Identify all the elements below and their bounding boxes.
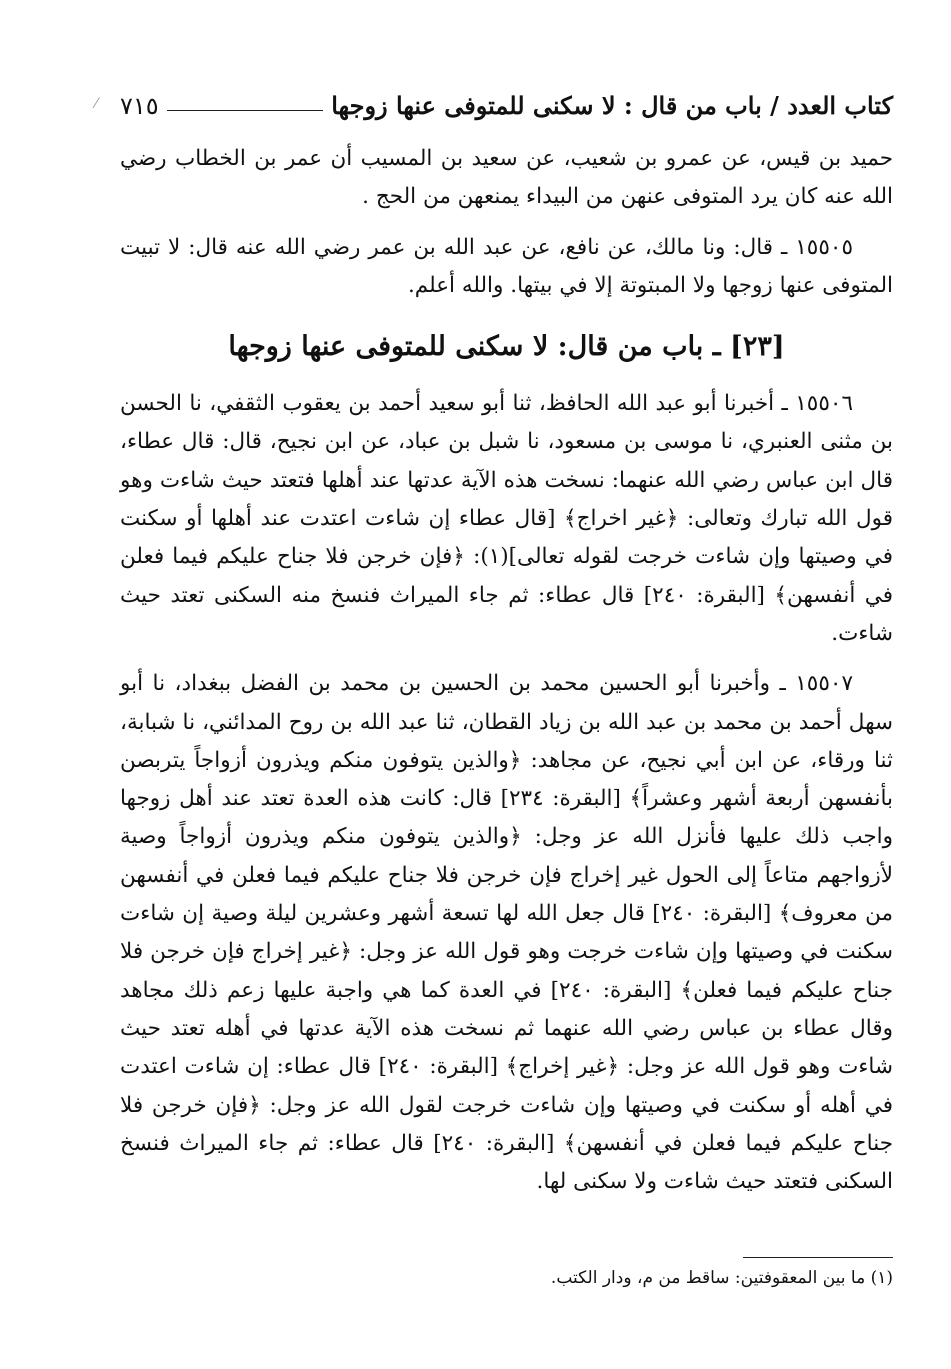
footnote-rule bbox=[743, 1257, 893, 1258]
header-rule bbox=[167, 110, 324, 111]
paragraph: ١٥٥٠٥ ـ قال: ونا مالك، عن نافع، عن عبد الله بن عمر رضي الله عنه قال: لا تبيت المتوفى عنها زوجها ولا المبتوتة إلا في بيتها. والله أعلم. bbox=[120, 234, 893, 298]
paragraph: حميد بن قيس، عن عمرو بن شعيب، عن سعيد بن المسيب أن عمر بن الخطاب رضي الله عنه كان يرد المتوفى عنهن من البيداء يمنعهن من الحج . bbox=[120, 146, 893, 210]
paragraph: ١٥٥٠٦ ـ أخبرنا أبو عبد الله الحافظ، ثنا أبو سعيد أحمد بن يعقوب الثقفي، نا الحسن بن مثنى العنبري، نا موسى بن مسعود، نا شبل بن عباد، عن ابن نجيح، قال: قال عطاء، قال ابن عباس رضي الله عنهما: نسخت هذه الآية عدتها عند أهلها فتعتد حيث شاءت وهو قول الله تبارك وتعالى: ﴿غير اخراج﴾ [قال عطاء إن شاءت اعتدت عند أهلها أو سكنت في وصيتها وإن شاءت خرجت لقوله تعالى](١): ﴿فإن خرجن فلا جناح عليكم فيما فعلن في أنفسهن﴾ [البقرة: ٢٤٠] قال عطاء: ثم جاء الميراث فنسخ منه السكنى تعتد حيث شاءت. bbox=[120, 391, 893, 646]
footnote: (١) ما بين المعقوفتين: ساقط من م، ودار الكتب. bbox=[550, 1268, 893, 1288]
page-number: ٧١٥ bbox=[120, 92, 159, 120]
header-title: كتاب العدد / باب من قال : لا سكنى للمتوفى عنها زوجها bbox=[331, 91, 893, 120]
running-header bbox=[120, 76, 893, 120]
main-text bbox=[120, 140, 893, 1201]
chapter-heading: [٢٣] ـ باب من قال: لا سكنى للمتوفى عنها زوجها bbox=[228, 331, 785, 363]
corner-mark: ⁄ bbox=[95, 96, 98, 112]
paragraph: ١٥٥٠٧ ـ وأخبرنا أبو الحسين محمد بن الحسين بن محمد بن الفضل ببغداد، نا أبو سهل أحمد بن محمد بن عبد الله بن زياد القطان، ثنا عبد الله بن روح المدائني، نا شبابة، ثنا ورقاء، عن ابن أبي نجيح، عن مجاهد: ﴿والذين يتوفون منكم ويذرون أزواجاً يتربصن بأنفسهن أربعة أشهر وعشراً﴾ [البقرة: ٢٣٤] قال: كانت هذه العدة تعتد عند أهل زوجها واجب ذلك عليها فأنزل الله عز وجل: ﴿والذين يتوفون منكم ويذرون أزواجاً وصية لأزواجهم متاعاً إلى الحول غير إخراج فإن خرجن فلا جناح عليكم فيما فعلن في أنفسهن من معروف﴾ [البقرة: ٢٤٠] قال جعل الله لها تسعة أشهر وعشرين ليلة وصية إن شاءت سكنت في وصيتها وإن شاءت خرجت وهو قول الله عز وجل: ﴿غير إخراج فإن خرجن فلا جناح عليكم فيما فعلن﴾ [البقرة: ٢٤٠] في العدة كما هي واجبة عليها زعم ذلك مجاهد وقال عطاء بن عباس رضي الله عنهما ثم نسخت هذه الآية عدتها في أهله تعتد حيث شاءت وهو قول الله عز وجل: ﴿غير إخراج﴾ [البقرة: ٢٤٠] قال عطاء: إن شاءت اعتدت في أهله أو سكنت في وصيتها وإن شاءت خرجت لقول الله عز وجل: ﴿فإن خرجن فلا جناح عليكم فيما فعلن في أنفسهن﴾ [البقرة: ٢٤٠] قال عطاء: ثم جاء الميراث فنسخ السكنى فتعتد حيث شاءت ولا سكنى لها. bbox=[120, 671, 894, 1195]
